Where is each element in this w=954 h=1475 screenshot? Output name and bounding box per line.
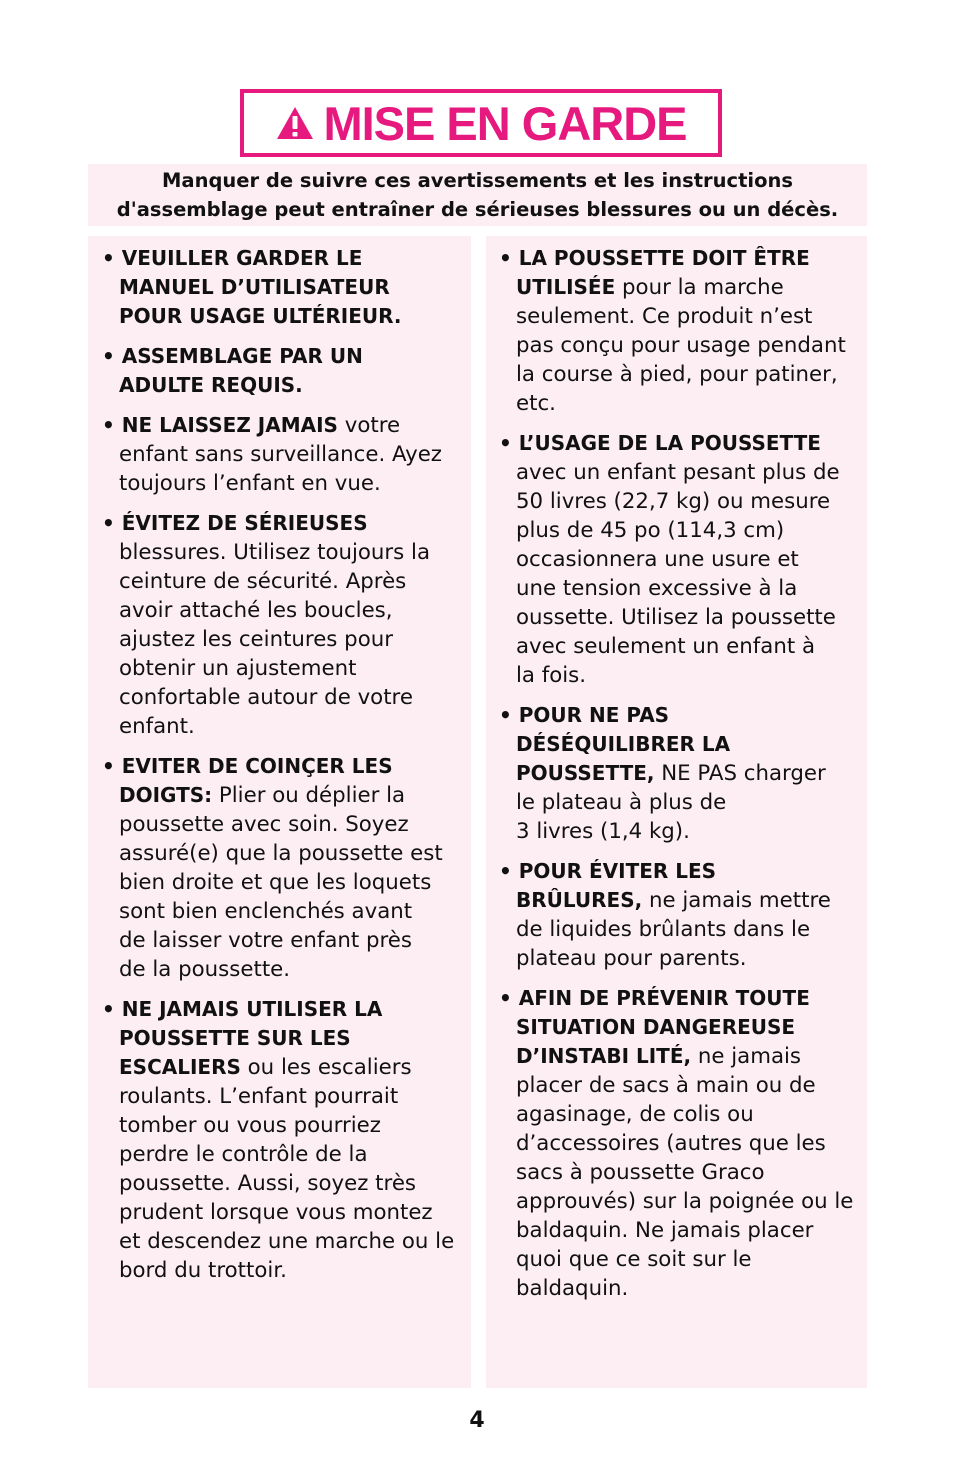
warning-text: tomber ou vous pourriez [119,1113,381,1138]
warning-text: ou les escaliers [240,1055,412,1080]
warning-text: plateau pour parents. [516,946,747,971]
warning-item [102,411,471,498]
warning-text: bien droite et que les loquets [119,870,432,895]
warning-text: obtenir un ajustement [119,656,357,681]
warning-text: ne jamais [691,1044,802,1069]
warning-heading: • AFIN DE PRÉVENIR TOUTE [499,986,810,1010]
warning-text: de liquides brûlants dans le [516,917,811,942]
warning-text: pas conçu pour usage pendant [516,333,846,358]
warning-heading: DÉSÉQUILIBRER LA [516,732,731,756]
warning-heading: D’INSTABI LITÉ, [516,1044,692,1068]
warning-text: NE PAS charger [654,761,826,786]
warnings-column-right [486,236,867,1388]
intro-line-2: d'assemblage peut entraîner de sérieuses blessures ou un décès. [116,198,839,221]
warning-text: avec un enfant pesant plus de [516,460,840,485]
warning-heading: • NE LAISSEZ JAMAIS [102,413,338,437]
warning-text: perdre le contrôle de la [119,1142,368,1167]
warning-item [499,244,867,418]
warning-text: la course à pied, pour patiner, [516,362,838,387]
warning-text: seulement. Ce produit n’est [516,304,813,329]
warning-item [102,342,471,400]
warning-item [499,701,867,846]
warning-text: avoir attaché les boucles, [119,598,393,623]
warning-text: sont bien enclenchés avant [119,899,413,924]
warning-text: 50 livres (22,7 kg) ou mesure [516,489,831,514]
warning-text: de laisser votre enfant près [119,928,413,953]
warning-text: sacs à poussette Graco [516,1160,765,1185]
warning-title-box [240,89,722,157]
warning-item [499,984,867,1303]
warning-text: agasinage, de colis ou [516,1102,754,1127]
page-title: MISE EN GARDE [323,96,687,150]
warning-text: ceinture de sécurité. Après [119,569,407,594]
page-number: 4 [469,1408,485,1433]
warning-text: confortable autour de votre [119,685,413,710]
warning-text: plus de 45 po (114,3 cm) [516,518,785,543]
warning-text: et descendez une marche ou le [119,1229,455,1254]
warning-heading: • NE JAMAIS UTILISER LA [102,997,383,1021]
warning-text: bord du trottoir. [119,1258,287,1283]
warning-text: Plier ou déplier la [212,783,406,808]
warning-text: la fois. [516,663,587,688]
warning-text: d’accessoires (autres que les [516,1131,826,1156]
warning-item [102,752,471,984]
warning-text: oussette. Utilisez la poussette [516,605,836,630]
warning-heading: DOIGTS: [119,783,213,807]
warning-text: poussette. Aussi, soyez très [119,1171,417,1196]
warning-item [102,509,471,741]
warning-heading: • L’USAGE DE LA POUSSETTE [499,431,821,455]
warning-text: assuré(e) que la poussette est [119,841,443,866]
warning-item [499,429,867,690]
warning-text: 3 livres (1,4 kg). [516,819,690,844]
warning-heading: • ÉVITEZ DE SÉRIEUSES [102,511,368,535]
warning-heading: SITUATION DANGEREUSE [516,1015,796,1039]
warning-text: placer de sacs à main ou de [516,1073,816,1098]
warning-heading: BRÛLURES, [516,888,643,912]
warning-text: occasionnera une usure et [516,547,799,572]
warning-triangle-icon [275,105,315,141]
warning-heading: • ASSEMBLAGE PAR UN [102,344,363,368]
warning-text: pour la marche [615,275,784,300]
warning-item [102,244,471,331]
warning-text: votre [337,413,401,438]
warning-heading: POUR USAGE ULTÉRIEUR. [119,304,402,328]
warning-text: ajustez les ceintures pour [119,627,393,652]
warning-text: approuvés) sur la poignée ou le [516,1189,854,1214]
warning-text: quoi que ce soit sur le [516,1247,752,1272]
intro-warning [88,164,867,226]
warning-heading: • VEUILLER GARDER LE [102,246,363,270]
warning-heading: • POUR ÉVITER LES [499,859,717,883]
warning-heading: POUSSETTE SUR LES [119,1026,351,1050]
warning-text: avec seulement un enfant à [516,634,815,659]
warning-text: prudent lorsque vous montez [119,1200,433,1225]
warning-text: baldaquin. [516,1276,629,1301]
warning-item [499,857,867,973]
warning-text: ne jamais mettre [642,888,831,913]
warning-heading: POUSSETTE, [516,761,655,785]
warning-item [102,995,471,1285]
warning-heading: ESCALIERS [119,1055,241,1079]
warning-text: de la poussette. [119,957,291,982]
warning-text: poussette avec soin. Soyez [119,812,409,837]
warning-text: enfant. [119,714,195,739]
warning-text: blessures. Utilisez toujours la [119,540,430,565]
warning-heading: • EVITER DE COINÇER LES [102,754,393,778]
warning-heading: UTILISÉE [516,275,616,299]
warning-heading: • POUR NE PAS [499,703,670,727]
warning-text: baldaquin. Ne jamais placer [516,1218,814,1243]
warning-text: roulants. L’enfant pourrait [119,1084,399,1109]
warning-text: enfant sans surveillance. Ayez [119,442,442,467]
warnings-column-left [88,236,471,1388]
warning-heading: • LA POUSSETTE DOIT ÊTRE [499,246,810,270]
warning-heading: MANUEL D’UTILISATEUR [119,275,390,299]
warning-heading: ADULTE REQUIS. [119,373,303,397]
warning-text: toujours l’enfant en vue. [119,471,381,496]
intro-line-1: Manquer de suivre ces avertissements et les instructions [162,169,793,192]
warning-text: le plateau à plus de [516,790,727,815]
warning-text: une tension excessive à la [516,576,798,601]
warning-text: etc. [516,391,556,416]
